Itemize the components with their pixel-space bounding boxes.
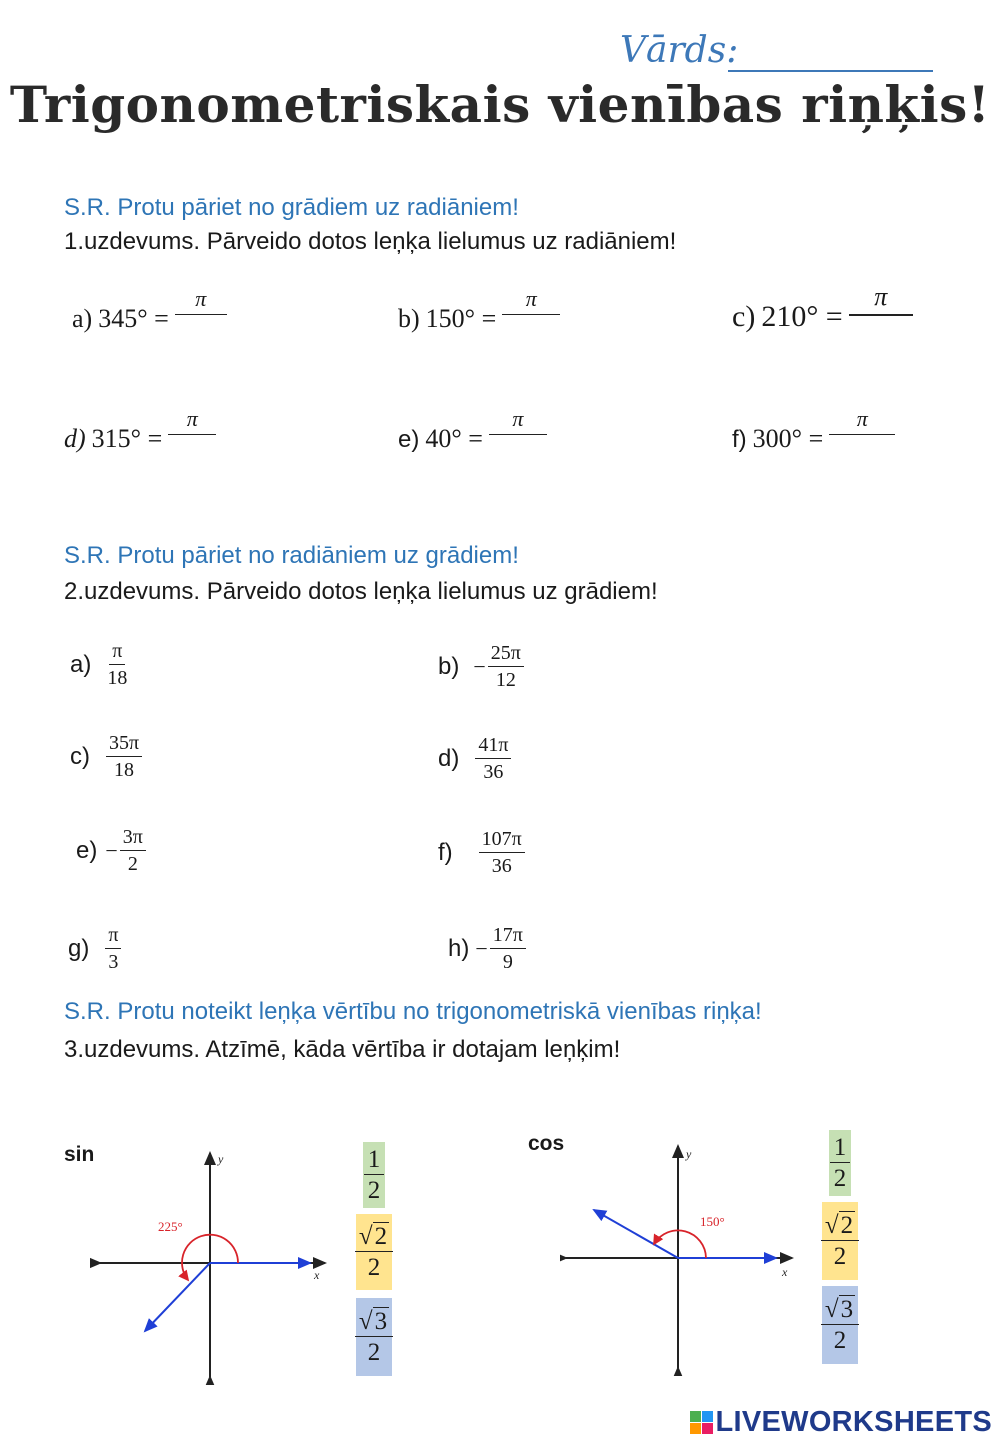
denominator: 36	[483, 761, 504, 783]
item-label: g)	[68, 934, 90, 962]
denominator: 12	[495, 669, 516, 691]
option-denominator: 2	[367, 1254, 381, 1281]
item-expr: 345° =	[98, 304, 169, 333]
item-expr: 150° =	[425, 304, 497, 333]
y-axis-label: y	[686, 1147, 692, 1161]
denominator: 9	[502, 951, 513, 973]
unit-circle-graph-sin	[90, 1145, 340, 1385]
option-sqrt2-over-2[interactable]	[822, 1202, 858, 1280]
denominator: 36	[491, 855, 512, 877]
option-one-half[interactable]	[829, 1130, 851, 1196]
denominator: 3	[108, 951, 119, 973]
item-label: f)	[732, 426, 747, 453]
item-expr: 300° =	[752, 424, 824, 453]
minus-sign: −	[473, 653, 486, 679]
logo-icon	[690, 1411, 713, 1434]
item-label: b)	[438, 652, 460, 680]
numerator: 41π	[475, 734, 511, 759]
option-numerator: √2	[821, 1212, 859, 1242]
denominator: 18	[114, 759, 135, 781]
task1-item-c	[732, 282, 913, 334]
pi-symbol: π	[186, 406, 198, 431]
answer-fraction[interactable]	[502, 286, 560, 334]
pi-symbol: π	[525, 286, 537, 311]
item-label: e)	[76, 836, 98, 864]
section2-sr: S.R. Protu pāriet no radiāniem uz grādiem!	[64, 542, 519, 569]
angle-arc	[654, 1230, 706, 1258]
radicand: 2	[840, 1211, 854, 1239]
fraction	[475, 734, 511, 783]
answer-fraction[interactable]	[849, 282, 913, 334]
item-label: a)	[70, 650, 92, 678]
pi-symbol: π	[512, 406, 524, 431]
page-title: Trigonometriskais vienības riņķis!	[9, 75, 991, 134]
option-numerator: 1	[830, 1134, 851, 1164]
task2-item-f	[438, 828, 525, 877]
numerator: 3π	[120, 826, 146, 851]
section3-sr: S.R. Protu noteikt leņķa vērtību no trigonometriskā vienības riņķa!	[64, 998, 762, 1025]
task1-item-b	[398, 286, 560, 334]
task1-item-a	[72, 286, 227, 334]
item-label: d)	[64, 424, 86, 453]
x-axis-label: x	[314, 1268, 320, 1282]
task1-item-d	[64, 406, 216, 454]
option-denominator: 2	[833, 1327, 847, 1354]
item-expr: 315° =	[91, 424, 163, 453]
pi-symbol: π	[874, 282, 888, 311]
numerator: 25π	[488, 642, 524, 667]
section1-sr: S.R. Protu pāriet no grādiem uz radiāniem!	[64, 194, 519, 221]
cos-label: cos	[528, 1132, 565, 1155]
fraction	[106, 732, 142, 781]
task2-item-h	[448, 924, 526, 973]
item-label: c)	[70, 742, 90, 770]
fraction	[105, 924, 121, 973]
task2-item-c	[70, 732, 142, 781]
option-denominator: 2	[367, 1339, 381, 1366]
task2-item-g	[68, 924, 121, 973]
radicand: 3	[840, 1295, 854, 1323]
task2-item-b	[438, 642, 524, 691]
angle-label: 150°	[700, 1214, 725, 1229]
answer-fraction[interactable]	[175, 286, 227, 334]
logo-text: LIVEWORKSHEETS	[715, 1406, 992, 1438]
option-denominator: 2	[367, 1177, 381, 1204]
sin-label: sin	[64, 1143, 95, 1166]
name-blank[interactable]	[728, 70, 933, 72]
option-denominator: 2	[833, 1243, 847, 1270]
answer-fraction[interactable]	[168, 406, 216, 454]
task2-item-d	[438, 734, 511, 783]
minus-sign: −	[475, 935, 488, 961]
fraction	[490, 924, 526, 973]
item-label: c)	[732, 300, 756, 333]
option-denominator: 2	[833, 1165, 847, 1192]
x-axis-label: x	[782, 1265, 788, 1279]
item-label: h)	[448, 934, 470, 962]
task2-item-a	[70, 640, 127, 689]
numerator: 107π	[479, 828, 525, 853]
numerator: 35π	[106, 732, 142, 757]
option-one-half[interactable]	[363, 1142, 385, 1208]
fraction	[479, 828, 525, 877]
item-label: f)	[438, 838, 453, 866]
option-numerator: 1	[364, 1146, 385, 1176]
answer-fraction[interactable]	[829, 406, 895, 454]
option-sqrt3-over-2[interactable]	[356, 1298, 392, 1376]
y-axis-label: y	[218, 1152, 224, 1166]
name-label: Vārds:	[620, 30, 739, 71]
item-label: e)	[398, 426, 420, 453]
denominator: 2	[127, 853, 138, 875]
item-label: a)	[72, 304, 93, 333]
section3-task: 3.uzdevums. Atzīmē, kāda vērtība ir dotajam leņķim!	[64, 1036, 621, 1063]
option-sqrt3-over-2[interactable]	[822, 1286, 858, 1364]
task1-item-e	[398, 406, 547, 454]
option-numerator: √3	[821, 1296, 859, 1326]
numerator: π	[105, 924, 121, 949]
unit-circle-graph-cos	[560, 1140, 800, 1376]
answer-fraction[interactable]	[489, 406, 547, 454]
section2-task: 2.uzdevums. Pārveido dotos leņķa lielumus uz grādiem!	[64, 578, 658, 605]
task1-item-f	[732, 406, 895, 454]
fraction	[120, 826, 146, 875]
pi-symbol: π	[856, 406, 868, 431]
option-sqrt2-over-2[interactable]	[356, 1214, 392, 1290]
option-numerator: √3	[355, 1308, 393, 1338]
fraction	[488, 642, 524, 691]
denominator: 18	[107, 667, 128, 689]
option-numerator: √2	[355, 1223, 393, 1253]
liveworksheets-logo	[690, 1406, 993, 1439]
minus-sign: −	[105, 837, 118, 863]
item-label: b)	[398, 304, 420, 333]
item-label: d)	[438, 744, 460, 772]
numerator: π	[109, 640, 125, 665]
pi-symbol: π	[195, 286, 207, 311]
task2-item-e	[76, 826, 146, 875]
terminal-side	[145, 1263, 210, 1331]
fraction	[107, 640, 127, 689]
item-expr: 40° =	[425, 424, 483, 453]
radicand: 3	[374, 1307, 388, 1335]
item-expr: 210° =	[761, 300, 843, 333]
numerator: 17π	[490, 924, 526, 949]
angle-label: 225°	[158, 1219, 183, 1234]
section1-task: 1.uzdevums. Pārveido dotos leņķa lielumus uz radiāniem!	[64, 228, 677, 255]
radicand: 2	[374, 1222, 388, 1250]
